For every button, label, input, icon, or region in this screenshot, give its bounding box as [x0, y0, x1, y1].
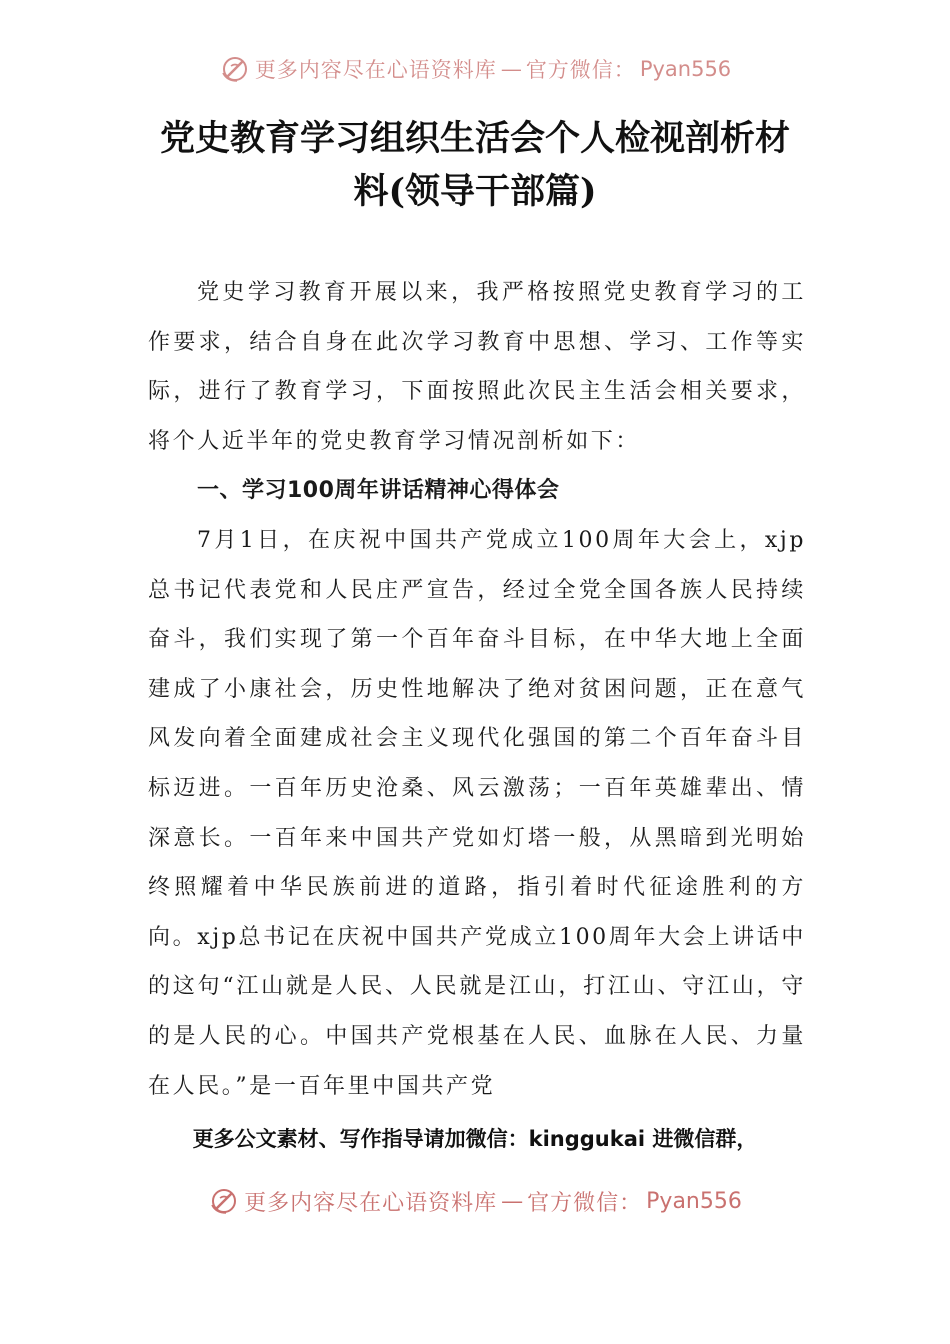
footer-promo-note: 更多公文素材、写作指导请加微信：kinggukai 进微信群， [192, 1127, 758, 1151]
watermark-wechat-id: Pyan556 [646, 1188, 742, 1214]
document-title [140, 112, 810, 218]
watermark-wechat-label: 官方微信： [525, 58, 636, 82]
watermark-wechat-label: 官方微信： [527, 1190, 643, 1216]
document-body [148, 268, 806, 1111]
watermark-wechat-id: Pyan556 [639, 57, 732, 81]
watermark-site-name: 更多内容尽在心语资料库 [244, 1190, 498, 1216]
watermark-header [0, 54, 950, 84]
watermark-separator: — [501, 1188, 524, 1214]
watermark-site-name: 更多内容尽在心语资料库 [254, 58, 497, 82]
section-1-heading: 一、学习100周年讲话精神心得体会 [197, 478, 560, 504]
watermark-logo-icon [208, 1185, 240, 1217]
intro-paragraph: 党史学习教育开展以来，我严格按照党史教育学习的工作要求，结合自身在此次学习教育中思想、学习、工作等实际，进行了教育学习，下面按照此次民主生活会相关要求，将个人近半年的党史教育学习情况剖析如下： [148, 280, 806, 454]
title-line-1: 党史教育学习组织生活会个人检视剖析材 [159, 118, 790, 159]
watermark-logo-icon [219, 53, 251, 85]
watermark-footer [0, 1183, 950, 1219]
section-1-paragraph: 7月1日，在庆祝中国共产党成立100周年大会上，xjp总书记代表党和人民庄严宣告，经过全党全国各族人民持续奋斗，我们实现了第一个百年奋斗目标，在中华大地上全面建成了小康社会，历史性地解决了绝对贫困问题，正在意气风发向着全面建成社会主义现代化强国的第二个百年奋斗目标迈进。一百年历史沧桑、风云激荡；一百年英雄辈出、情深意长。一百年来中国共产党如灯塔一般，从黑暗到光明始终照耀着中华民族前进的道路，指引着时代征途胜利的方向。xjp总书记在庆祝中国共产党成立100周年大会上讲话中的这句“江山就是人民、人民就是江山，打江山、守江山，守的是人民的心。中国共产党根基在人民、血脉在人民、力量在人民。”是一百年里中国共产党 [148, 527, 806, 1099]
watermark-separator: — [500, 57, 522, 81]
title-line-2: 料(领导干部篇) [353, 171, 597, 212]
